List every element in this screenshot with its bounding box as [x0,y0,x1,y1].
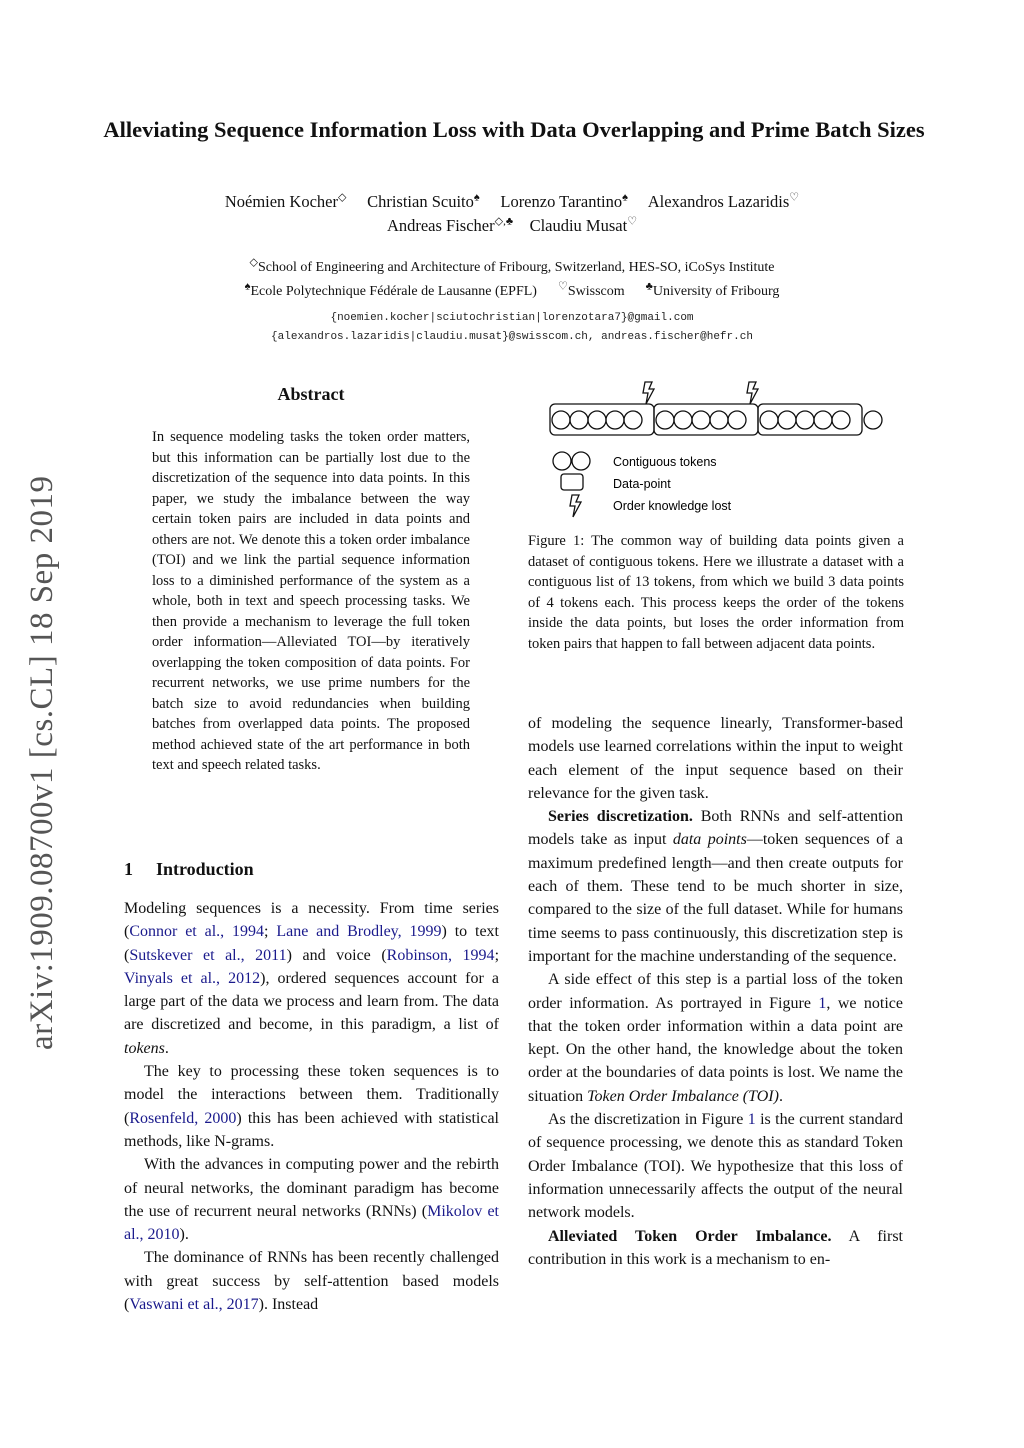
affiliation-line-2 [0,280,1024,300]
figure-1-diagram [545,378,890,518]
data-point-box [654,404,758,435]
paper-title: Alleviating Sequence Information Loss with Data Overlapping and Prime Batch Sizes [103,117,925,142]
author-name: Christian Scuito [367,192,474,211]
affiliation-text: School of Engineering and Architecture of Fribourg, Switzerland, HES-SO, iCoSys Institute [257,260,775,275]
abstract-heading: Abstract [277,384,345,404]
token-circles [552,411,882,429]
affiliation-mark: ♠ [244,280,251,293]
author-mark: ♠ [473,191,480,204]
citation-link[interactable]: Vinyals et al., 2012 [124,969,261,987]
paragraph-heading: Series discretization. [548,808,693,826]
author-name: Noémien Kocher [224,192,338,211]
lightning-bolt-icon [643,382,654,404]
paragraph: The dominance of RNNs has been recently challenged with great success by self-attention based models (Vaswani et al., 2017). Instead [124,1249,499,1314]
email-line-1: {noemien.kocher|sciutochristian|lorenzotara7}@gmail.com [330,312,694,324]
citation-link[interactable]: Rosenfeld, 2000 [129,1109,237,1127]
affiliation-text: Ecole Polytechnique Fédérale de Lausanne (EPFL) [250,284,537,299]
paragraph: of modeling the sequence linearly, Transformer-based models use learned correlations within the input to weight each element of the input sequence based on their relevance for the given task. [528,715,903,802]
author-mark: ♠ [622,191,628,204]
authors-line-2 [0,216,1024,236]
affiliation-text: Swisscom [567,284,625,299]
author-mark: ◇,♣ [494,215,514,228]
data-point-box [550,404,654,435]
legend-tokens-label: Contiguous tokens [613,455,717,469]
data-point-box [758,404,862,435]
figure-ref-link[interactable]: 1 [747,1111,756,1129]
paragraph: Series discretization. Both RNNs and self-attention models take as input data points—token sequences of a maximum predefined length—and then create outputs for each of them. These tend to be much shorter in size, compared to the size of the full dataset. While for humans time seems to pass continuously, this discretization step is important for the machine understanding of the sequence. [528,808,904,965]
paragraph: Alleviated Token Order Imbalance. A first contribution in this work is a mechanism to en- [528,1227,904,1268]
citation-link[interactable]: Sutskever et al., 2011 [129,946,287,964]
figure-ref-link[interactable]: 1 [818,994,827,1012]
author-mark: ♡ [627,215,638,228]
paragraph: The key to processing these token sequences is to model the interactions between them. Traditionally (Rosenfeld, 2000) this has been achieved with statistical methods, like N-grams. [124,1063,499,1150]
right-column-body [528,712,903,1271]
authors-line-1 [0,192,1024,212]
paragraph: As the discretization in Figure 1 is the current standard of sequence processing, we denote this as standard Token Order Imbalance (TOI). We hypothesize that this loss of information unnecessarily affects the output of the neural network models. [528,1111,903,1222]
citation-link[interactable]: Mikolov et al., 2010 [124,1202,499,1244]
lightning-bolt-icon [747,382,758,404]
author-name: Andreas Fischer [386,216,495,235]
legend-datapoint-icon [561,474,583,490]
arxiv-identifier: arXiv:1909.08700v1 [cs.CL] 18 Sep 2019 [24,475,60,1050]
legend-tokens-icon [553,452,590,470]
author-mark: ◇ [338,191,347,204]
affiliation-mark: ♣ [645,280,653,293]
email-line-2: {alexandros.lazaridis|claudiu.musat}@swisscom.ch, andreas.fischer@hefr.ch [271,331,753,343]
section-number: 1 [124,859,133,879]
section-heading-introduction [124,859,504,880]
author-name: Claudiu Musat [529,216,628,235]
paragraph-heading: Alleviated Token Order Imbalance. [548,1227,832,1245]
paragraph: A side effect of this step is a partial loss of the token order information. As portrayed in Figure 1, we notice that the token order information within a data point are kept. On the other hand, the knowledge about the token order at the boundaries of data points is lost. We name the situation Token Order Imbalance (TOI). [528,971,904,1105]
affiliation-mark: ♡ [557,280,568,293]
affiliation-text: University of Fribourg [652,284,780,299]
citation-link[interactable]: Lane and Brodley, 1999 [276,923,442,941]
left-column-body [124,897,499,1316]
legend-lost-label: Order knowledge lost [613,499,732,513]
legend-datapoint-label: Data-point [613,477,671,491]
author-name: Lorenzo Tarantino [500,192,623,211]
abstract-body: In sequence modeling tasks the token order matters, but this information can be partially lost due to the discretization of the sequence into data points. In this paper, we study the imbalance between the way certain token pairs are included in data points and others are not. We denote this a token order imbalance (TOI) and we link the partial sequence information loss to a diminished performance of the system as a whole, both in text and speech processing tasks. We then provide a mechanism to leverage the full token order information—Alleviated TOI—by iteratively overlapping the token composition of data points. For recurrent networks, we use prime numbers for the batch size to avoid redundancies when building batches from overlapped data points. The proposed method achieved state of the art performance in both text and speech related tasks. [152,429,470,773]
affiliation-line-1 [0,256,1024,276]
author-mark: ♡ [789,191,800,204]
author-name: Alexandros Lazaridis [647,192,790,211]
legend-lightning-icon [570,495,581,517]
citation-link[interactable]: Robinson, 1994 [386,946,495,964]
section-title: Introduction [156,859,254,879]
figure-caption: Figure 1: The common way of building data points given a dataset of contiguous tokens. Here we illustrate a dataset with a contiguous list of 13 tokens, from which we build 3 data points of 4 tokens each. This process keeps the order of the tokens inside the data points, but loses the order information from token pairs that happen to fall between adjacent data points. [528,533,904,652]
paragraph: With the advances in computing power and the rebirth of neural networks, the dominant paradigm has become the use of recurrent neural networks (RNNs) (Mikolov et al., 2010). [124,1156,499,1244]
paragraph: Modeling sequences is a necessity. From time series (Connor et al., 1994; Lane and Brodley, 1999) to text (Sutskever et al., 2011) and voice (Robinson, 1994; Vinyals et al., 2012), ordered sequences account for a large part of the data we process and learn from. The data are discretized and become, in this paradigm, a list of tokens. [124,900,500,1057]
citation-link[interactable]: Vaswani et al., 2017 [129,1296,259,1314]
affiliation-mark: ◇ [249,256,258,269]
citation-link[interactable]: Connor et al., 1994 [129,923,265,941]
